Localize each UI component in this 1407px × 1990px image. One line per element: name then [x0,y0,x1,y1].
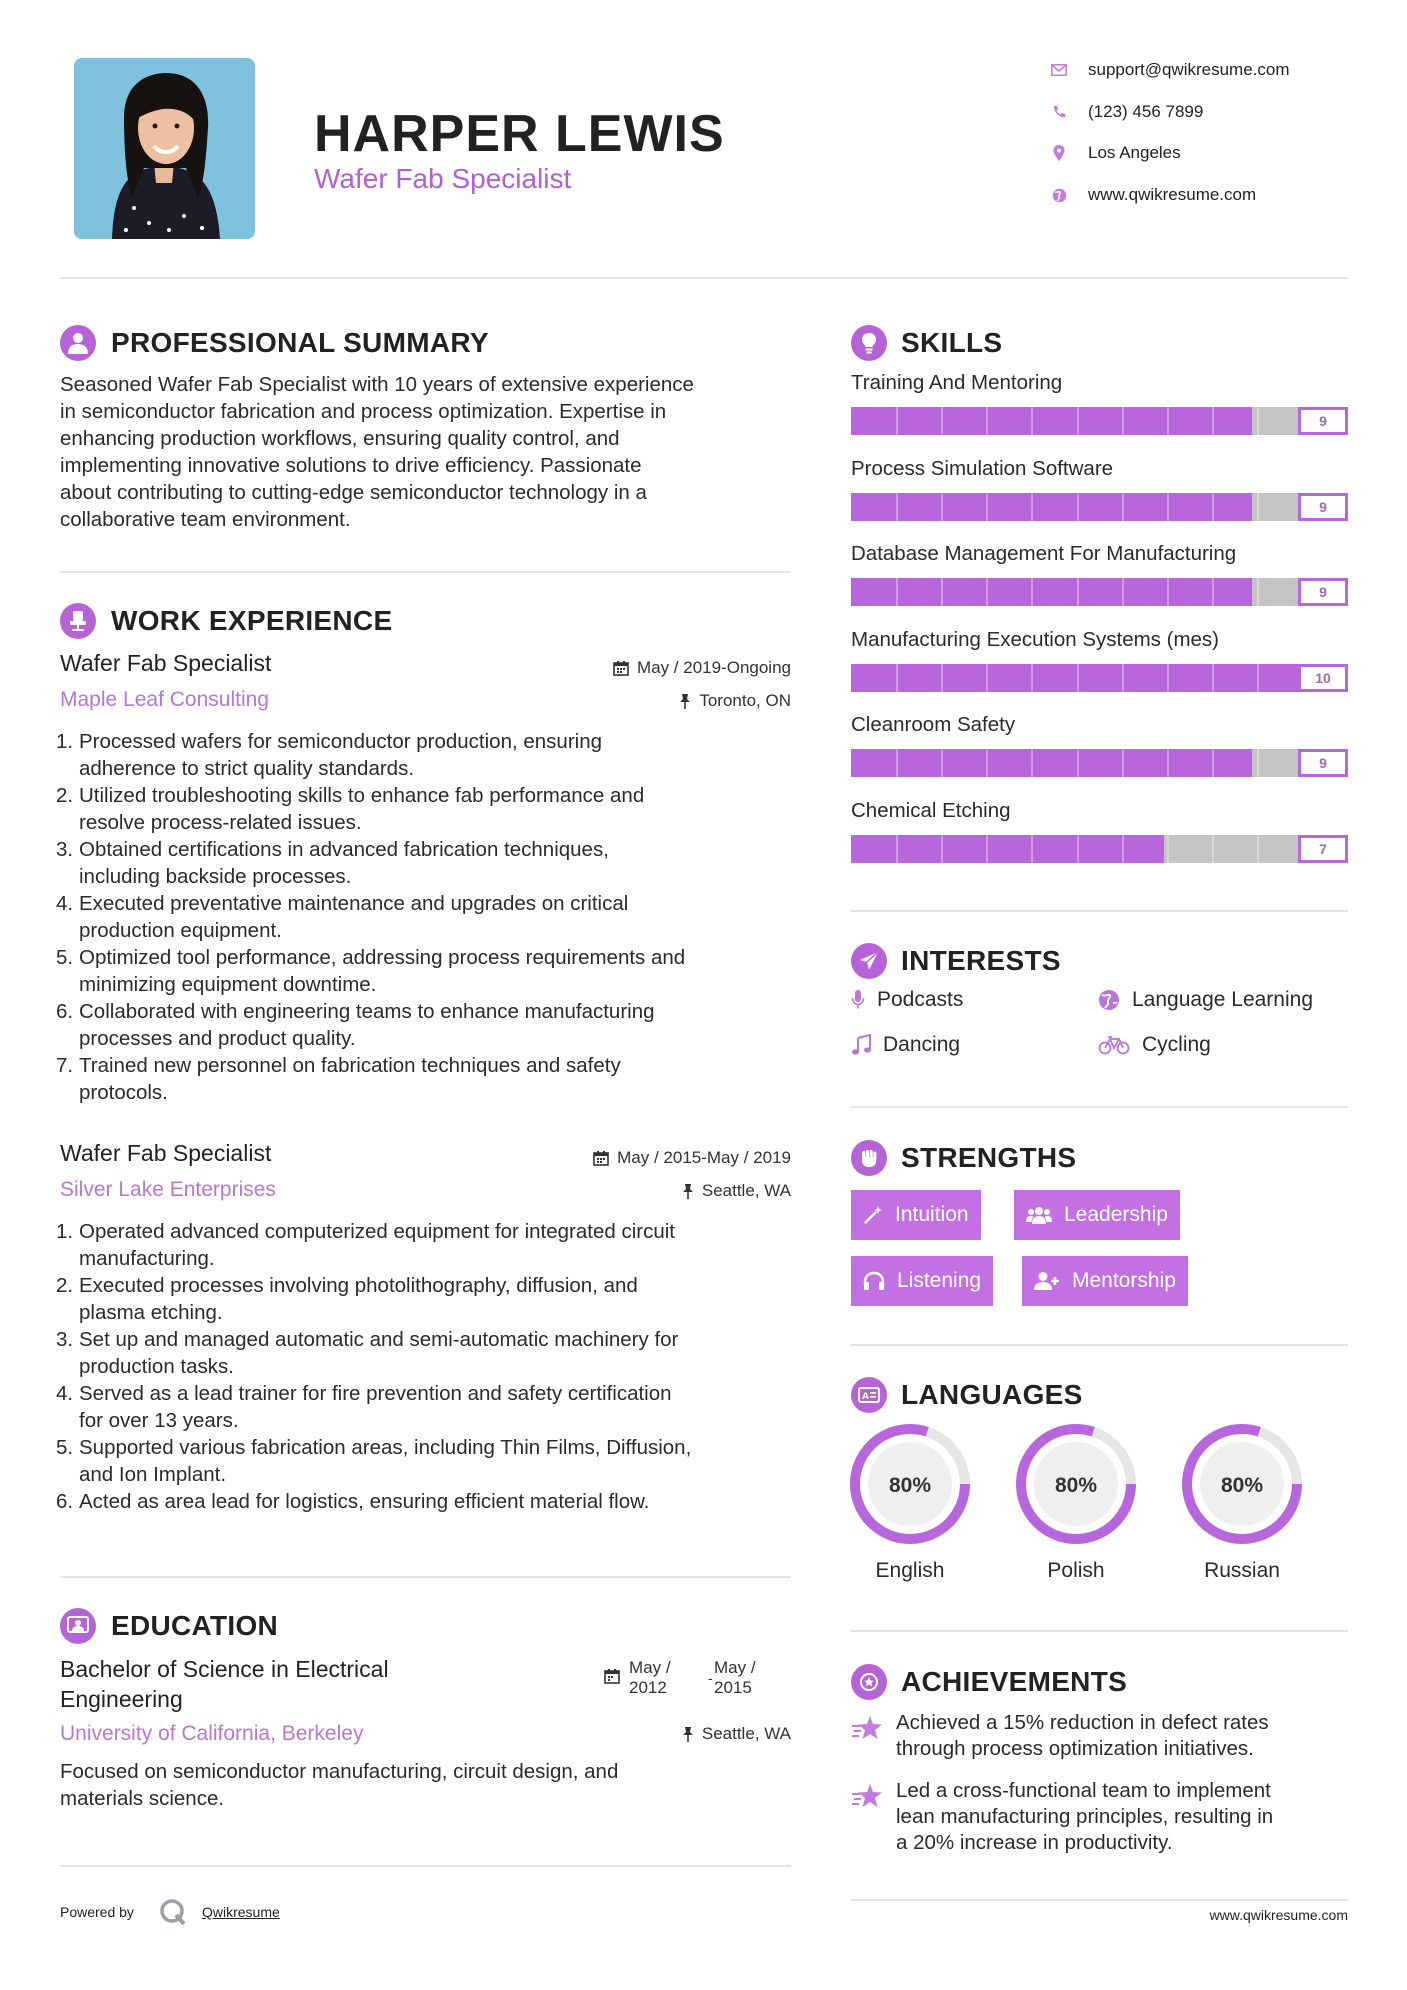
email-text: support@qwikresume.com [1088,60,1290,79]
strengths-heading: STRENGTHS [901,1142,1077,1173]
job-location [560,691,791,711]
skill-bar-segment [1167,493,1169,521]
bullet-line: Supported various fabrication areas, including Thin Films, Diffusion, [79,1436,692,1459]
skill-bar-fill [851,407,1252,435]
skill-bar-segment [986,749,988,777]
section-divider [851,910,1348,912]
contact-location [1050,139,1370,167]
music-note-icon [851,1034,871,1056]
date-part: May / [629,1658,671,1677]
qwikresume-logo-icon [158,1897,188,1927]
skill-level-badge: 9 [1298,407,1348,435]
calendar-icon [604,1668,620,1684]
skill-bar-segment [986,835,988,863]
skill-bar-segment [1167,835,1169,863]
interest-item [851,1033,960,1057]
summary-line: Seasoned Wafer Fab Specialist with 10 years of extensive experience [60,373,694,396]
list-item [56,1488,800,1515]
skill-bar-segment [1167,578,1169,606]
achievement-star-icon [851,1714,883,1747]
skill-bar-segment [941,493,943,521]
bullet-line: including backside processes. [79,865,352,888]
skill-bar [851,493,1348,521]
strength-chip-listening [851,1256,993,1306]
skill-bar-segment [1077,493,1079,521]
interests-heading: INTERESTS [901,945,1061,976]
bullet-line: resolve process-related issues. [79,811,362,834]
skill-bar-segment [1031,749,1033,777]
website-text: www.qwikresume.com [1088,185,1257,204]
list-item [56,890,800,944]
svg-text:A: A [862,1392,869,1402]
list-item [56,1434,800,1488]
language-progress-ring [1014,1422,1138,1546]
skill-bar-segment [986,578,988,606]
skill-bar-track [851,493,1302,521]
education-heading: EDUCATION [111,1610,279,1641]
job-date [540,1148,791,1168]
contact-website[interactable] [1050,181,1370,209]
skill-bar-segment [1257,664,1259,692]
language-name: English [875,1559,945,1582]
skill-bar-segment [1122,493,1124,521]
summary-text [60,371,800,533]
language-ring [848,1422,972,1546]
skill-name: Database Management For Manufacturing [851,542,1237,565]
globe-icon [1098,989,1120,1011]
skill-level-badge: 9 [1298,749,1348,777]
user-plus-icon [1034,1271,1060,1291]
globe-icon [1050,186,1068,204]
job-title: Wafer Fab Specialist [60,1140,272,1166]
degree-line: Bachelor of Science in Electrical [60,1656,389,1682]
skill-name: Chemical Etching [851,798,1011,822]
skill-bar [851,578,1348,606]
language-percent: 80% [1054,1474,1098,1497]
strength-chip-mentorship [1022,1256,1188,1306]
skill-name: Process Simulation Software [851,456,1114,480]
bullet-line: Trained new personnel on fabrication techniques and safety [79,1054,621,1077]
avatar [74,58,255,239]
skill-bar-segment [1122,664,1124,692]
list-item [56,1380,800,1434]
achievement-item [896,1778,1348,1856]
interest-label: Language Learning [1132,988,1314,1011]
bullet-number: 6. [56,1490,74,1513]
bullet-line: production equipment. [79,919,282,942]
skill-bar-track [851,578,1302,606]
education-line: Focused on semiconductor manufacturing, circuit design, and [60,1760,619,1783]
contact-email[interactable] [1050,56,1370,84]
skill-bar [851,407,1348,435]
map-pin-icon [1050,144,1068,162]
lightbulb-icon [851,325,887,361]
skill-bar-segment [1122,749,1124,777]
skill-name: Cleanroom Safety [851,713,1016,736]
skill-bar-segment [1257,835,1259,863]
skill-bar-segment [941,578,943,606]
skill-bar-segment [896,835,898,863]
section-divider [60,571,791,573]
bullet-line: processes and product quality. [79,1027,356,1050]
skill-bar-segment [1212,835,1214,863]
bullet-number: 4. [56,892,74,915]
strength-chip-intuition [851,1190,981,1240]
strength-label: Intuition [895,1203,969,1226]
bullet-line: Operated advanced computerized equipment for integrated circuit [79,1220,675,1243]
summary-line: in semiconductor fabrication and process optimization. Expertise in [60,400,667,423]
interest-label: Podcasts [877,988,964,1011]
graduate-icon [60,1608,96,1644]
bullet-line: adherence to strict quality standards. [79,757,415,780]
bullet-number: 3. [56,838,74,861]
company-name: Maple Leaf Consulting [60,688,269,711]
paper-plane-icon [851,943,887,979]
skill-bar-fill [851,749,1252,777]
skill-bar-segment [1212,749,1214,777]
chair-icon [60,603,96,639]
contact-phone[interactable] [1050,98,1370,126]
bullet-number: 4. [56,1382,74,1405]
interest-item [851,988,963,1012]
bullet-line: Collaborated with engineering teams to enhance manufacturing [79,1000,655,1023]
phone-text: (123) 456 7899 [1088,102,1204,121]
skill-bar-segment [1077,749,1079,777]
education-start [629,1658,671,1698]
strength-label: Leadership [1064,1203,1168,1226]
candidate-name: HARPER LEWIS [314,105,725,163]
achievement-line: Led a cross-functional team to implement [896,1779,1271,1802]
profile-photo [74,58,255,239]
language-name: Russian [1204,1559,1280,1582]
skill-bar-segment [1122,407,1124,435]
bullet-line: Executed preventative maintenance and upgrades on critical [79,892,629,915]
degree-line: Engineering [60,1686,183,1712]
skill-bar-segment [1167,407,1169,435]
calendar-icon [613,660,629,676]
interest-item [1098,988,1313,1012]
job-location-text: Toronto, ON [699,691,791,710]
skill-bar-segment [941,664,943,692]
skill-bar-fill [851,493,1252,521]
education-location [560,1724,791,1744]
language-ring [1180,1422,1304,1546]
achievement-line: lean manufacturing principles, resulting in [896,1805,1274,1828]
achievement-line: through process optimization initiatives. [896,1737,1254,1760]
skill-name: Manufacturing Execution Systems (mes) [851,627,1219,651]
skill-bar-segment [1122,835,1124,863]
job-title: Wafer Fab Specialist [60,650,272,676]
candidate-role: Wafer Fab Specialist [314,163,572,194]
skill-bar-segment [896,407,898,435]
date-part: 2012 [629,1678,667,1697]
skill-bar-segment [1031,664,1033,692]
bullet-number: 3. [56,1328,74,1351]
powered-by-label: Powered by [60,1904,134,1920]
bullet-line: Set up and managed automatic and semi-automatic machinery for [79,1328,679,1351]
summary-heading: PROFESSIONAL SUMMARY [111,327,489,358]
job-bullets [56,728,800,1106]
list-item [56,836,800,890]
skill-name: Training And Mentoring [851,371,1063,394]
skill-level-badge: 10 [1298,664,1348,692]
achievement-line: Achieved a 15% reduction in defect rates [896,1711,1269,1734]
skill-bar-segment [1122,578,1124,606]
list-item [56,944,800,998]
skill-bar-segment [1257,493,1259,521]
education-description [60,1758,800,1812]
list-item [56,1218,800,1272]
skill-bar-segment [1077,664,1079,692]
skill-bar-segment [1257,749,1259,777]
envelope-icon [1050,61,1068,79]
skill-bar-segment [1077,407,1079,435]
fist-icon [851,1140,887,1176]
bullet-number: 6. [56,1000,74,1023]
bullet-line: Utilized troubleshooting skills to enhance fab performance and [79,784,645,807]
skill-bar-track [851,664,1302,692]
skill-bar-segment [941,407,943,435]
achievements-heading: ACHIEVEMENTS [901,1666,1128,1697]
skill-bar-track [851,835,1302,863]
interest-label: Cycling [1142,1033,1211,1056]
skill-bar-segment [1212,664,1214,692]
bicycle-icon [1098,1035,1130,1055]
skill-bar-segment [1077,835,1079,863]
footer-site-link[interactable]: www.qwikresume.com [1209,1907,1348,1923]
header-divider [60,277,1348,279]
star-badge-icon [851,1664,887,1700]
language-percent: 80% [888,1474,932,1497]
list-item [56,782,800,836]
job-date [560,658,791,678]
bullet-number: 2. [56,784,74,807]
bullet-line: minimizing equipment downtime. [79,973,377,996]
section-divider [851,1106,1348,1108]
bullet-line: Obtained certifications in advanced fabrication techniques, [79,838,609,861]
bullet-line: Processed wafers for semiconductor production, ensuring [79,730,603,753]
summary-line: collaborative team environment. [60,508,351,531]
skill-bar-segment [1212,493,1214,521]
school-name: University of California, Berkeley [60,1722,364,1745]
strength-label: Listening [897,1269,982,1292]
bullet-number: 1. [56,1220,74,1243]
degree-title [60,1654,389,1714]
date-part: 2015 [714,1678,752,1697]
bullet-line: plasma etching. [79,1301,223,1324]
language-progress-ring [1180,1422,1304,1546]
skill-bar-segment [1031,835,1033,863]
phone-icon [1050,103,1068,121]
skill-level-badge: 7 [1298,835,1348,863]
skill-bar-segment [1031,578,1033,606]
pushpin-icon [682,1726,694,1742]
skill-bar-segment [986,407,988,435]
microphone-icon [851,989,865,1011]
summary-line: enhancing production workflows, ensuring quality control, and [60,427,620,450]
strength-chip-leadership [1014,1190,1180,1240]
achievement-item [896,1710,1348,1762]
bullet-line: Acted as area lead for logistics, ensuring efficient material flow. [79,1490,650,1513]
skill-bar-segment [896,578,898,606]
skill-bar-segment [1031,493,1033,521]
skill-bar-segment [986,664,988,692]
skill-bar-segment [896,493,898,521]
list-item [56,728,800,782]
skill-bar-segment [1077,578,1079,606]
skill-bar [851,664,1348,692]
interest-label: Dancing [883,1033,961,1056]
pushpin-icon [679,693,691,709]
skill-bar-segment [941,835,943,863]
education-end [714,1658,756,1698]
languages-heading: LANGUAGES [901,1379,1083,1410]
list-item [56,1326,800,1380]
bullet-line: Served as a lead trainer for fire prevention and safety certification [79,1382,672,1405]
summary-line: implementing innovative solutions to drive efficiency. Passionate [60,454,642,477]
education-location-text: Seattle, WA [701,1724,791,1743]
skill-bar-segment [1212,578,1214,606]
skill-bar-segment [986,493,988,521]
section-divider [851,1630,1348,1632]
skill-bar-segment [1212,407,1214,435]
skill-bar-segment [1257,578,1259,606]
skill-bar-fill [851,578,1252,606]
pushpin-icon [682,1183,694,1199]
headphones-icon [863,1271,885,1291]
bullet-line: production tasks. [79,1355,234,1378]
bullet-line: protocols. [79,1081,168,1104]
section-divider [851,1344,1348,1346]
interest-item [1098,1033,1211,1057]
bullet-number: 7. [56,1054,74,1077]
brand-link[interactable]: Qwikresume [202,1904,280,1920]
language-name: Polish [1047,1559,1105,1582]
calendar-icon [593,1150,609,1166]
strength-label: Mentorship [1072,1269,1176,1292]
education-line: materials science. [60,1787,225,1810]
language-ring [1014,1422,1138,1546]
skills-heading: SKILLS [901,327,1003,358]
skill-bar [851,835,1348,863]
magic-wand-icon [863,1205,883,1225]
skill-bar-track [851,749,1302,777]
list-item [56,1272,800,1326]
skill-bar [851,749,1348,777]
skill-bar-segment [941,749,943,777]
language-progress-ring [848,1422,972,1546]
achievement-star-icon [851,1782,883,1815]
list-item [56,1052,800,1106]
skill-bar-segment [1031,407,1033,435]
list-item [56,998,800,1052]
bullet-line: for over 13 years. [79,1409,239,1432]
job-location [560,1181,791,1201]
work-heading: WORK EXPERIENCE [111,605,393,636]
skill-bar-segment [896,664,898,692]
bullet-number: 5. [56,946,74,969]
skill-bar-segment [1167,664,1169,692]
skill-level-badge: 9 [1298,578,1348,606]
job-bullets [56,1218,800,1515]
achievement-line: a 20% increase in productivity. [896,1831,1173,1854]
location-text: Los Angeles [1088,143,1181,162]
skill-bar-segment [1167,749,1169,777]
summary-line: about contributing to cutting-edge semiconductor technology in a [60,481,647,504]
skill-level-badge: 9 [1298,493,1348,521]
section-divider [851,1899,1348,1901]
user-icon [60,325,96,361]
company-name: Silver Lake Enterprises [60,1178,276,1201]
skill-bar-segment [1257,407,1259,435]
users-icon [1026,1205,1052,1225]
bullet-line: Optimized tool performance, addressing process requirements and [79,946,686,969]
job-location-text: Seattle, WA [701,1181,791,1200]
bullet-number: 1. [56,730,74,753]
job-date-text: May / 2019-Ongoing [636,658,791,677]
date-part: May / [714,1658,756,1677]
skill-bar-track [851,407,1302,435]
bullet-number: 2. [56,1274,74,1297]
date-separator: - [708,1670,713,1686]
bullet-number: 5. [56,1436,74,1459]
language-card-icon [851,1377,887,1413]
section-divider [60,1576,791,1578]
bullet-line: Executed processes involving photolithography, diffusion, and [79,1274,638,1297]
bullet-line: manufacturing. [79,1247,215,1270]
job-date-text: May / 2015-May / 2019 [617,1148,791,1167]
bullet-line: and Ion Implant. [79,1463,227,1486]
section-divider [60,1865,791,1867]
language-percent: 80% [1220,1474,1264,1497]
skill-bar-segment [896,749,898,777]
